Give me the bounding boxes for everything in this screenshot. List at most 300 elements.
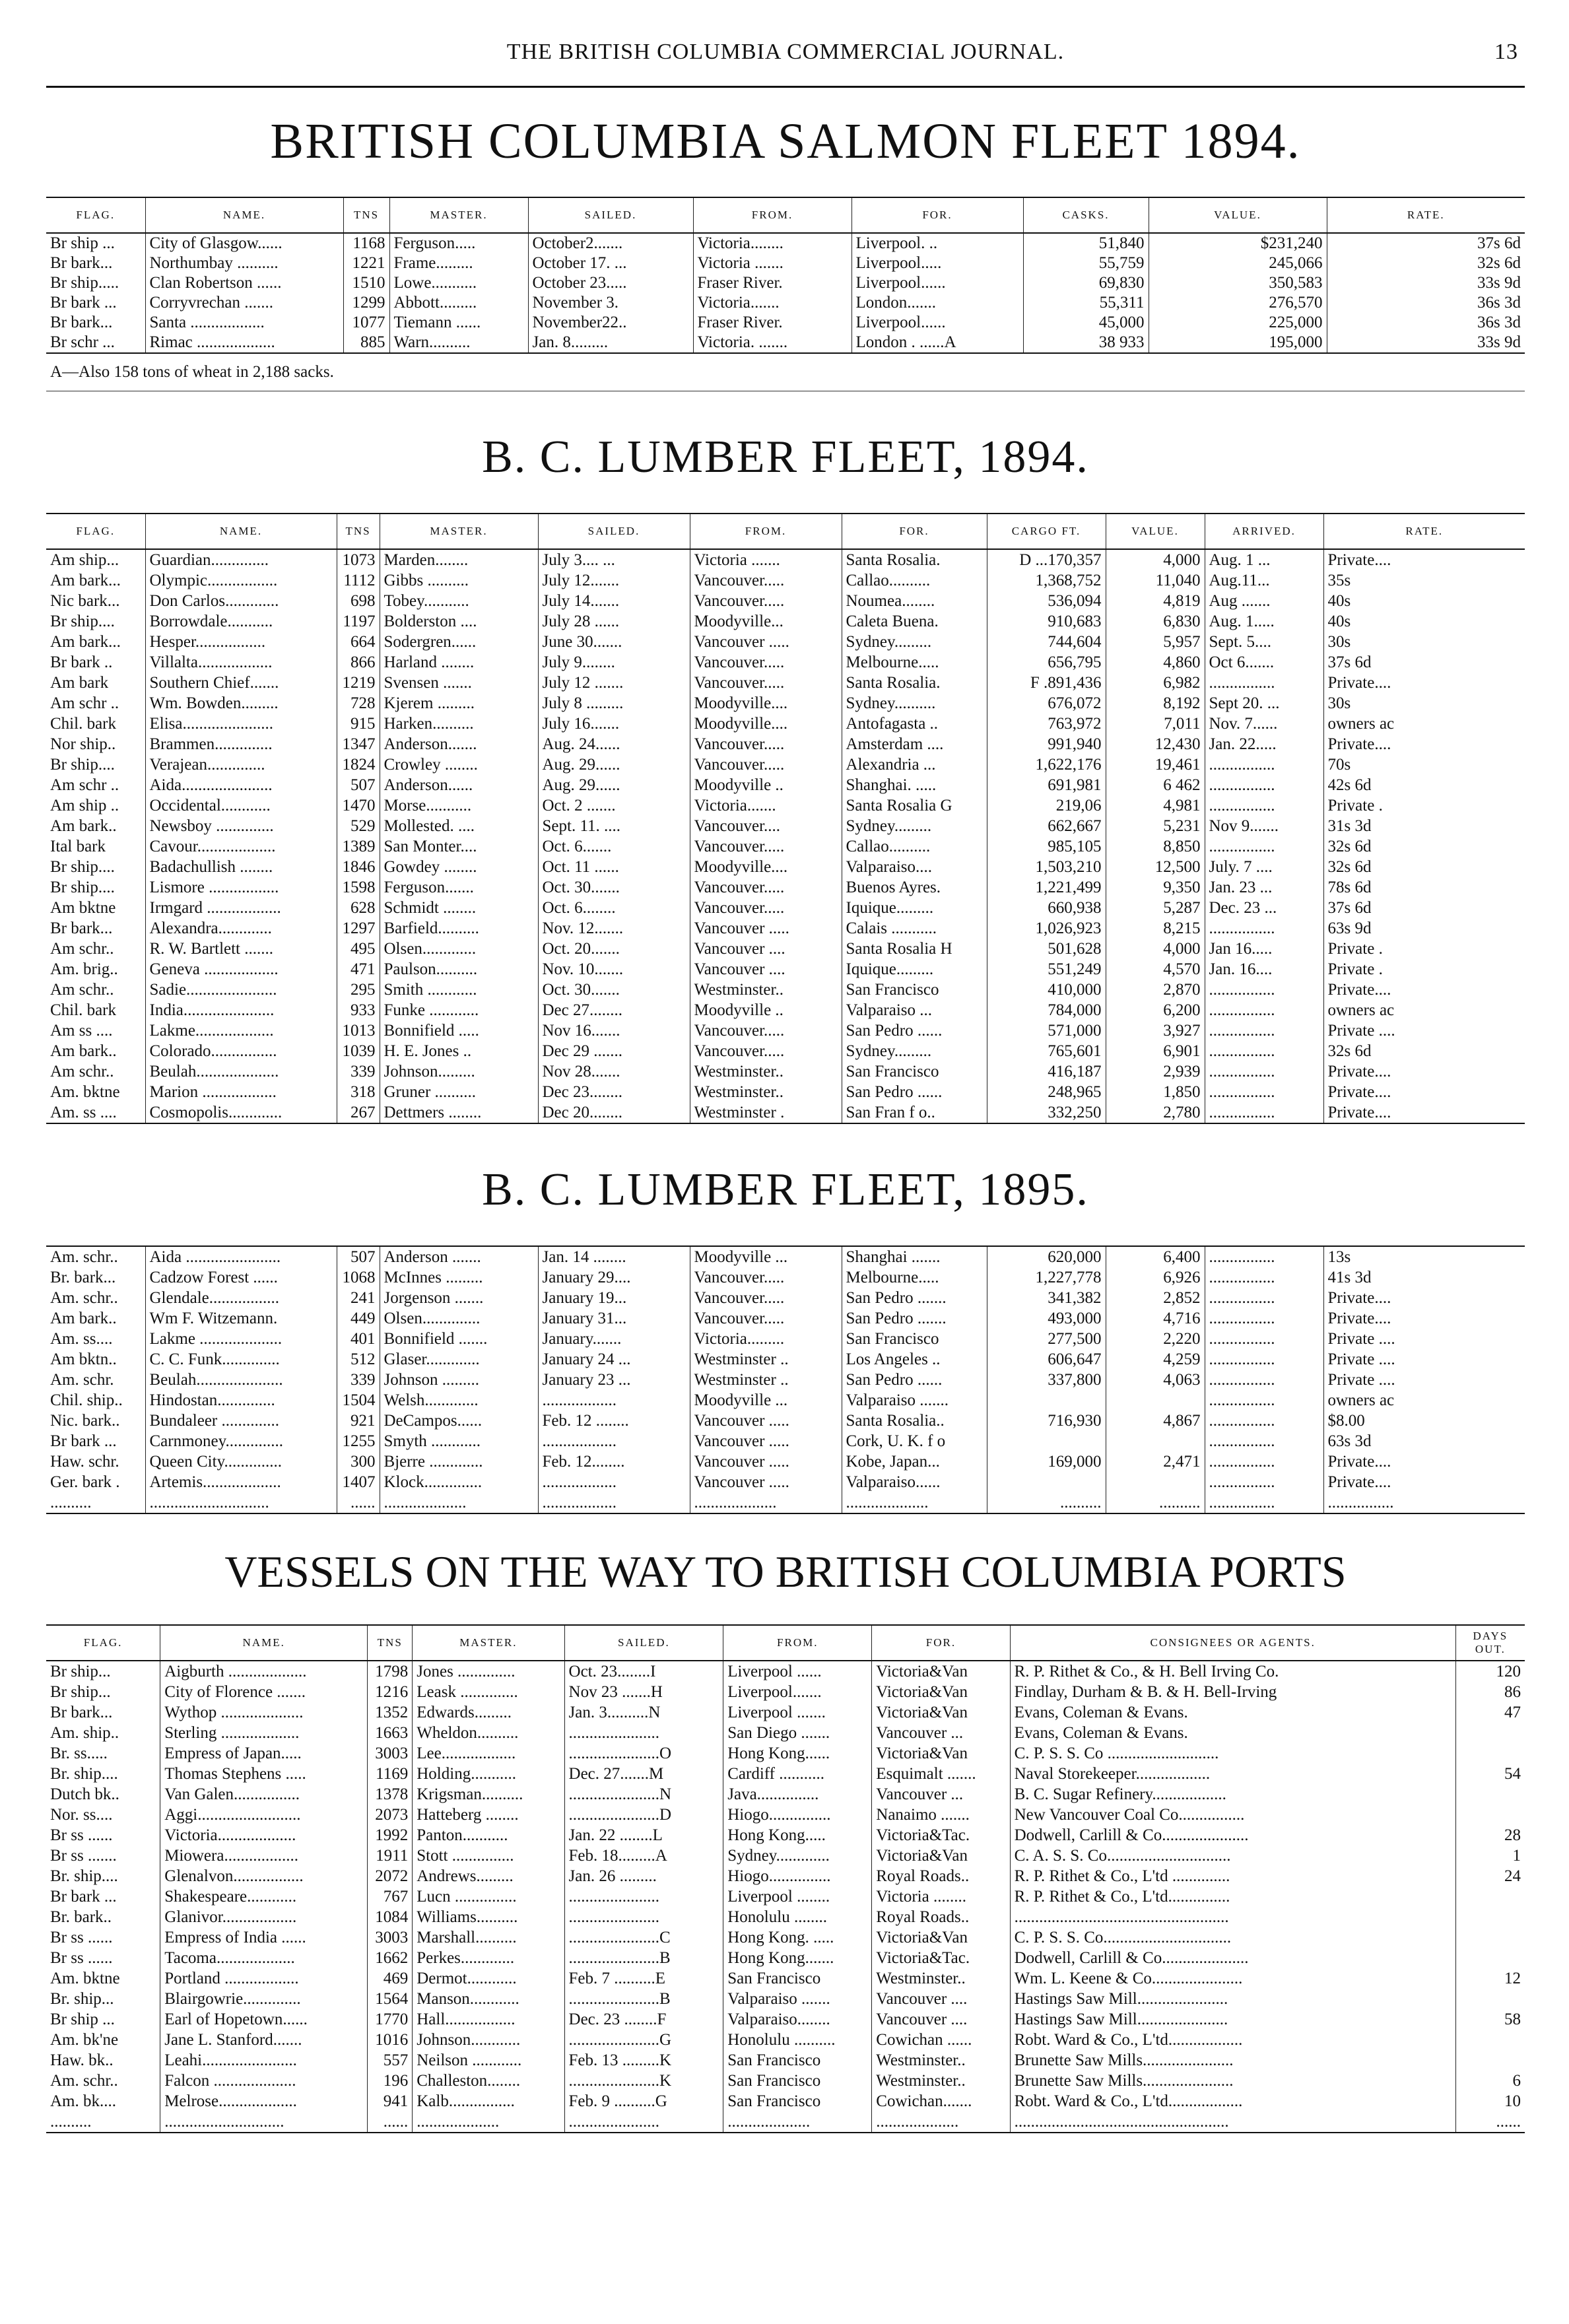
cell-from: Liverpool ......	[723, 1661, 872, 1682]
cell-sailed: July 3.... ...	[538, 549, 690, 570]
cell-for: Royal Roads..	[872, 1907, 1010, 1927]
cell-name: Portland ..................	[160, 1968, 368, 1989]
cell-master: Smyth ............	[380, 1431, 538, 1451]
cell-master: Edwards.........	[413, 1702, 564, 1723]
cell-for: Esquimalt .......	[872, 1764, 1010, 1784]
cell-flag: Haw. bk..	[50, 2051, 114, 2069]
cell-for: Alexandria ...	[842, 754, 987, 775]
cell-sailed: January 19...	[538, 1288, 690, 1308]
cell-from: Vancouver .....	[690, 918, 842, 939]
column-header-flag: FLAG.	[46, 514, 145, 549]
cell-tons: 1798	[368, 1661, 413, 1682]
cell-master: Svensen .......	[380, 673, 538, 693]
cell-sailed: October 17. ...	[528, 253, 693, 273]
cell-from: Victoria. .......	[693, 333, 851, 353]
cell-for: Victoria&Van	[872, 1743, 1010, 1764]
table-row	[46, 570, 1525, 591]
cell-cargo-ft: D ...170,357	[987, 549, 1106, 570]
cell-tons: 529	[337, 816, 380, 836]
cell-name: Miowera..................	[160, 1845, 368, 1866]
table-row	[46, 1246, 1525, 1267]
cell-cargo-ft: 1,221,499	[987, 877, 1106, 898]
cell-tons: 1846	[337, 857, 380, 877]
cell-consignees: ....................................................	[1010, 1907, 1455, 1927]
cell-sailed: Jan. 14 ........	[538, 1246, 690, 1267]
cell-name: Colorado................	[145, 1041, 337, 1061]
cell-from: Moodyville ...	[690, 1390, 842, 1411]
cell-sailed: Dec. 27.......M	[564, 1764, 723, 1784]
cell-tons: 1992	[368, 1825, 413, 1845]
cell-flag: Am bark...	[50, 572, 121, 589]
cell-rate: 40s	[1323, 611, 1525, 632]
cell-for: San Pedro ......	[842, 1020, 987, 1041]
cell-rate: owners ac	[1323, 1390, 1525, 1411]
table-row	[46, 1845, 1525, 1866]
table-row	[46, 2111, 1525, 2133]
cell-name: City of Glasgow......	[145, 233, 343, 253]
cell-cargo-ft: 332,250	[987, 1102, 1106, 1123]
cell-value: 2,220	[1106, 1329, 1205, 1349]
column-header-sailed: SAILED.	[538, 514, 690, 549]
cell-flag: Am. brig..	[50, 960, 118, 978]
cell-consignees: C. P. S. S. Co ...........................	[1010, 1743, 1455, 1764]
cell-consignees: Robt. Ward & Co., L'td..................	[1010, 2091, 1455, 2111]
cell-master: Funke ............	[380, 1000, 538, 1020]
cell-master: Dettmers ........	[380, 1102, 538, 1123]
cell-flag: Br ship...	[50, 1683, 111, 1701]
cell-value: 4,860	[1106, 652, 1205, 673]
cell-name: Beulah....................	[145, 1061, 337, 1082]
cell-cargo-ft	[987, 1431, 1106, 1451]
cell-tons: 1470	[337, 795, 380, 816]
cell-cargo-ft: 620,000	[987, 1246, 1106, 1267]
cell-for: Santa Rosalia H	[842, 939, 987, 959]
cell-value: 4,981	[1106, 795, 1205, 816]
lumber-1894-rows	[46, 549, 1525, 1123]
cell-flag: Am schr ..	[50, 776, 119, 794]
cell-for: Melbourne.....	[842, 652, 987, 673]
cell-cargo-ft: 910,683	[987, 611, 1106, 632]
cell-tons: 318	[337, 1082, 380, 1102]
cell-from: Hiogo...............	[723, 1805, 872, 1825]
cell-from: Honolulu ..........	[723, 2030, 872, 2050]
cell-arrived: ................	[1205, 1329, 1323, 1349]
cell-master: Crowley ........	[380, 754, 538, 775]
cell-from: Fraser River.	[693, 313, 851, 333]
cell-master: Challeston........	[413, 2071, 564, 2091]
cell-arrived: ................	[1205, 1020, 1323, 1041]
cell-tons: 339	[337, 1061, 380, 1082]
cell-value: 11,040	[1106, 570, 1205, 591]
cell-name: Wm F. Witzemann.	[145, 1308, 337, 1329]
cell-cargo-ft: 410,000	[987, 979, 1106, 1000]
lumber-1895-table	[46, 1245, 1525, 1514]
column-header-name: NAME.	[160, 1625, 368, 1661]
cell-name: Badachullish ........	[145, 857, 337, 877]
cell-tons: 300	[337, 1451, 380, 1472]
cell-sailed: July 28 ......	[538, 611, 690, 632]
cell-rate: Private....	[1323, 1061, 1525, 1082]
cell-sailed: ......................	[564, 2111, 723, 2133]
cell-name: Aida .......................	[145, 1246, 337, 1267]
cell-rate: Private .	[1323, 959, 1525, 979]
cell-value: 12,430	[1106, 734, 1205, 754]
table-row	[46, 2009, 1525, 2030]
cell-for: Santa Rosalia.	[842, 549, 987, 570]
cell-casks: 69,830	[1023, 273, 1149, 293]
cell-sailed: July 9........	[538, 652, 690, 673]
lumber-1894-table	[46, 513, 1525, 1124]
cell-from: Moodyville...	[690, 611, 842, 632]
cell-value: 4,570	[1106, 959, 1205, 979]
cell-tons: 196	[368, 2071, 413, 2091]
cell-rate: 36s 3d	[1327, 313, 1525, 333]
cell-cargo-ft: 493,000	[987, 1308, 1106, 1329]
cell-rate: 40s	[1323, 591, 1525, 611]
cell-name: C. C. Funk..............	[145, 1349, 337, 1370]
lumber-1894-header-row	[46, 514, 1525, 549]
cell-sailed: ......................B	[564, 1948, 723, 1968]
cell-from: Vancouver ....	[690, 939, 842, 959]
cell-name: Newsboy ..............	[145, 816, 337, 836]
cell-cargo-ft: 248,965	[987, 1082, 1106, 1102]
cell-tons: 1504	[337, 1390, 380, 1411]
cell-master: Johnson .........	[380, 1370, 538, 1390]
cell-master: Gibbs ..........	[380, 570, 538, 591]
cell-days-out: 6	[1455, 2071, 1525, 2091]
cell-tons: 1297	[337, 918, 380, 939]
cell-rate: 63s 3d	[1323, 1431, 1525, 1451]
column-header-arrived: ARRIVED.	[1205, 514, 1323, 549]
cell-name: Earl of Hopetown......	[160, 2009, 368, 2030]
cell-name: Cosmopolis.............	[145, 1102, 337, 1123]
cell-sailed: ......................D	[564, 1805, 723, 1825]
table-row	[46, 2071, 1525, 2091]
cell-master: Ferguson.......	[380, 877, 538, 898]
cell-value	[1106, 1390, 1205, 1411]
table-row	[46, 1370, 1525, 1390]
cell-cargo-ft: 1,227,778	[987, 1267, 1106, 1288]
cell-from: San Francisco	[723, 2050, 872, 2071]
cell-flag: Ger. bark .	[50, 1473, 120, 1491]
cell-arrived: Sept 20. ...	[1205, 693, 1323, 714]
cell-flag: Br ship...	[50, 1663, 111, 1680]
cell-master: Gowdey ........	[380, 857, 538, 877]
cell-name: Glenalvon.................	[160, 1866, 368, 1886]
cell-value: 1,850	[1106, 1082, 1205, 1102]
cell-for: Victoria ........	[872, 1886, 1010, 1907]
cell-master: Gruner ..........	[380, 1082, 538, 1102]
cell-consignees: C. P. S. S. Co...............................	[1010, 1927, 1455, 1948]
cell-for: Victoria&Van	[872, 1845, 1010, 1866]
vessels-rows	[46, 1661, 1525, 2133]
cell-value: 6,926	[1106, 1267, 1205, 1288]
cell-for: Sydney.........	[842, 632, 987, 652]
table-row	[46, 959, 1525, 979]
table-row	[46, 1866, 1525, 1886]
cell-from: Moodyville....	[690, 693, 842, 714]
table-row	[46, 1948, 1525, 1968]
cell-flag: Chil. bark	[50, 715, 116, 733]
table-row	[46, 1989, 1525, 2009]
cell-for: Westminster..	[872, 2050, 1010, 2071]
cell-tons: 1168	[343, 233, 389, 253]
cell-from: Victoria.......	[693, 293, 851, 313]
table-row	[46, 549, 1525, 570]
cell-name: Queen City..............	[145, 1451, 337, 1472]
column-header-sailed: SAILED.	[564, 1625, 723, 1661]
cell-rate: Private....	[1323, 673, 1525, 693]
cell-from: Vancouver.....	[690, 1288, 842, 1308]
cell-sailed: July 8 .........	[538, 693, 690, 714]
table-row	[46, 877, 1525, 898]
cell-cargo-ft: 991,940	[987, 734, 1106, 754]
cell-days-out: 58	[1455, 2009, 1525, 2030]
cell-consignees: Hastings Saw Mill......................	[1010, 1989, 1455, 2009]
cell-name: Lakme...................	[145, 1020, 337, 1041]
cell-for: Victoria&Van	[872, 1682, 1010, 1702]
column-header-tons: TNS	[343, 197, 389, 233]
cell-days-out	[1455, 1743, 1525, 1764]
cell-arrived: Aug. 1 ...	[1205, 549, 1323, 570]
cell-from: Valparaiso .......	[723, 1989, 872, 2009]
cell-flag: Br. ship....	[50, 1765, 118, 1783]
cell-master: Lee..................	[413, 1743, 564, 1764]
table-row	[46, 734, 1525, 754]
cell-value: 12,500	[1106, 857, 1205, 877]
cell-master: Harland ........	[380, 652, 538, 673]
cell-for: Valparaiso .......	[842, 1390, 987, 1411]
cell-casks: 55,311	[1023, 293, 1149, 313]
cell-for: Cork, U. K. f o	[842, 1431, 987, 1451]
cell-name: Wythop ....................	[160, 1702, 368, 1723]
cell-cargo-ft: 337,800	[987, 1370, 1106, 1390]
cell-tons: 1824	[337, 754, 380, 775]
cell-master: Schmidt ........	[380, 898, 538, 918]
cell-flag: Br ship....	[50, 613, 115, 630]
cell-name: Olympic.................	[145, 570, 337, 591]
cell-sailed: November22..	[528, 313, 693, 333]
cell-sailed: ......................	[564, 1907, 723, 1927]
cell-flag: Br. ship...	[50, 1990, 114, 2008]
cell-arrived: Jan. 23 ...	[1205, 877, 1323, 898]
cell-master: Wheldon..........	[413, 1723, 564, 1743]
cell-tons: 767	[368, 1886, 413, 1907]
table-row	[46, 1329, 1525, 1349]
cell-arrived: ................	[1205, 1082, 1323, 1102]
table-row	[46, 652, 1525, 673]
cell-consignees: R. P. Rithet & Co., L'td ..............	[1010, 1866, 1455, 1886]
cell-name: Wm. Bowden.........	[145, 693, 337, 714]
cell-name: Villalta..................	[145, 652, 337, 673]
cell-tons: 449	[337, 1308, 380, 1329]
cell-value: 6,200	[1106, 1000, 1205, 1020]
cell-sailed: Oct. 30.......	[538, 877, 690, 898]
cell-rate: 33s 9d	[1327, 333, 1525, 353]
cell-from: Vancouver.....	[690, 1020, 842, 1041]
cell-tons: 1662	[368, 1948, 413, 1968]
cell-flag: Chil. ship..	[50, 1391, 123, 1409]
cell-from: Westminster ..	[690, 1349, 842, 1370]
cell-for: London . ......A	[851, 333, 1023, 353]
cell-name: .............................	[145, 1492, 337, 1513]
cell-value: 2,939	[1106, 1061, 1205, 1082]
cell-consignees: Dodwell, Carlill & Co.....................	[1010, 1825, 1455, 1845]
cell-sailed: Oct. 6........	[538, 898, 690, 918]
cell-flag: Nor. ss....	[50, 1806, 113, 1824]
vessels-header-row	[46, 1625, 1525, 1661]
cell-rate: Private ....	[1323, 1329, 1525, 1349]
cell-master: Bonnifield .......	[380, 1329, 538, 1349]
cell-arrived: ................	[1205, 836, 1323, 857]
cell-master: Paulson..........	[380, 959, 538, 979]
cell-tons: 1352	[368, 1702, 413, 1723]
cell-tons: 512	[337, 1349, 380, 1370]
column-header-master: MASTER.	[389, 197, 528, 233]
cell-from: Liverpool .......	[723, 1702, 872, 1723]
cell-name: India......................	[145, 1000, 337, 1020]
cell-value: 350,583	[1149, 273, 1327, 293]
cell-tons: 1347	[337, 734, 380, 754]
cell-name: Aigburth ...................	[160, 1661, 368, 1682]
cell-from: Westminster..	[690, 1082, 842, 1102]
table-row	[46, 816, 1525, 836]
cell-for: Victoria&Van	[872, 1702, 1010, 1723]
table-row	[46, 1805, 1525, 1825]
running-head	[46, 40, 1525, 86]
cell-name: Victoria...................	[160, 1825, 368, 1845]
cell-tons: 1073	[337, 549, 380, 570]
table-row	[46, 918, 1525, 939]
cell-name: Blairgowrie..............	[160, 1989, 368, 2009]
cell-rate: 32s 6d	[1323, 857, 1525, 877]
cell-days-out	[1455, 1989, 1525, 2009]
cell-days-out: 1	[1455, 1845, 1525, 1866]
cell-master: Frame.........	[389, 253, 528, 273]
cell-rate: 70s	[1323, 754, 1525, 775]
cell-from: Honolulu ........	[723, 1907, 872, 1927]
cell-cargo-ft: 744,604	[987, 632, 1106, 652]
cell-sailed: Dec 23........	[538, 1082, 690, 1102]
cell-tons: 339	[337, 1370, 380, 1390]
cell-flag: Br ship....	[50, 756, 115, 774]
cell-from: Cardiff ...........	[723, 1764, 872, 1784]
cell-days-out: 47	[1455, 1702, 1525, 1723]
cell-sailed: ..................	[538, 1390, 690, 1411]
cell-tons: ......	[337, 1492, 380, 1513]
table-row	[46, 1784, 1525, 1805]
table-row	[46, 2091, 1525, 2111]
cell-from: Hong Kong.....	[723, 1825, 872, 1845]
cell-master: Tobey...........	[380, 591, 538, 611]
cell-master: Kalb................	[413, 2091, 564, 2111]
cell-master: Perkes.............	[413, 1948, 564, 1968]
cell-arrived: ................	[1205, 918, 1323, 939]
cell-from: Hong Kong. .....	[723, 1927, 872, 1948]
cell-consignees: Brunette Saw Mills......................	[1010, 2071, 1455, 2091]
cell-rate: 36s 3d	[1327, 293, 1525, 313]
cell-flag: Am bktn..	[50, 1350, 117, 1368]
cell-tons: 933	[337, 1000, 380, 1020]
cell-name: Glanivor..................	[160, 1907, 368, 1927]
cell-from: Hong Kong......	[723, 1743, 872, 1764]
cell-rate: Private .	[1323, 939, 1525, 959]
cell-consignees: Hastings Saw Mill......................	[1010, 2009, 1455, 2030]
cell-for: Valparaiso ...	[842, 1000, 987, 1020]
cell-days-out	[1455, 2050, 1525, 2071]
column-header-rate: RATE.	[1327, 197, 1525, 233]
cell-flag: Am schr..	[50, 1063, 114, 1080]
cell-master: Sodergren......	[380, 632, 538, 652]
cell-master: Smith ............	[380, 979, 538, 1000]
table-row	[46, 795, 1525, 816]
cell-consignees: Dodwell, Carlill & Co.....................	[1010, 1948, 1455, 1968]
cell-tons: 2072	[368, 1866, 413, 1886]
cell-flag: Am. schr.	[50, 1371, 114, 1389]
cell-for: San Pedro .......	[842, 1308, 987, 1329]
cell-sailed: July 14.......	[538, 591, 690, 611]
cell-from: ....................	[690, 1492, 842, 1513]
cell-name: Artemis...................	[145, 1472, 337, 1492]
cell-name: Irmgard ..................	[145, 898, 337, 918]
cell-arrived: Aug. 1.....	[1205, 611, 1323, 632]
cell-value: 4,867	[1106, 1411, 1205, 1431]
cell-days-out: 86	[1455, 1682, 1525, 1702]
table-row	[46, 1000, 1525, 1020]
cell-value: 5,231	[1106, 816, 1205, 836]
cell-rate: Private ....	[1323, 1349, 1525, 1370]
column-header-from: FROM.	[723, 1625, 872, 1661]
cell-rate: Private....	[1323, 979, 1525, 1000]
cell-master: Hatteberg ........	[413, 1805, 564, 1825]
cell-for: Buenos Ayres.	[842, 877, 987, 898]
cell-name: Empress of Japan.....	[160, 1743, 368, 1764]
cell-flag: Am. ss ....	[46, 1102, 145, 1123]
cell-from: Vancouver .....	[690, 632, 842, 652]
cell-flag: Am schr..	[50, 981, 114, 999]
cell-value: 8,192	[1106, 693, 1205, 714]
cell-from: Victoria........	[693, 233, 851, 253]
cell-flag: Am schr..	[50, 940, 114, 958]
cell-tons: 941	[368, 2091, 413, 2111]
cell-sailed: Feb. 13 .........K	[564, 2050, 723, 2071]
cell-value: 2,870	[1106, 979, 1205, 1000]
cell-master: Williams..........	[413, 1907, 564, 1927]
cell-from: Moodyville....	[690, 714, 842, 734]
cell-for: ....................	[872, 2111, 1010, 2133]
cell-days-out: 54	[1455, 1764, 1525, 1784]
cell-master: H. E. Jones ..	[380, 1041, 538, 1061]
cell-master: Kjerem .........	[380, 693, 538, 714]
cell-sailed: July 16.......	[538, 714, 690, 734]
cell-name: Carnmoney..............	[145, 1431, 337, 1451]
lumber-1895-title: B. C. LUMBER FLEET, 1895.	[482, 1164, 1089, 1215]
cell-name: Aggi.........................	[160, 1805, 368, 1825]
cell-flag: Br bark ..	[50, 653, 113, 671]
table-row	[46, 1472, 1525, 1492]
cell-arrived: Nov 9.......	[1205, 816, 1323, 836]
table-row	[46, 1288, 1525, 1308]
cell-arrived: ................	[1205, 1000, 1323, 1020]
cell-flag: Br bark...	[50, 314, 113, 331]
cell-tons: 1084	[368, 1907, 413, 1927]
cell-for: San Francisco	[842, 1061, 987, 1082]
cell-tons: 401	[337, 1329, 380, 1349]
cell-sailed: Jan. 3..........N	[564, 1702, 723, 1723]
cell-cargo-ft: 676,072	[987, 693, 1106, 714]
cell-from: Westminster..	[690, 1061, 842, 1082]
cell-flag: Am. schr..	[50, 1248, 118, 1266]
